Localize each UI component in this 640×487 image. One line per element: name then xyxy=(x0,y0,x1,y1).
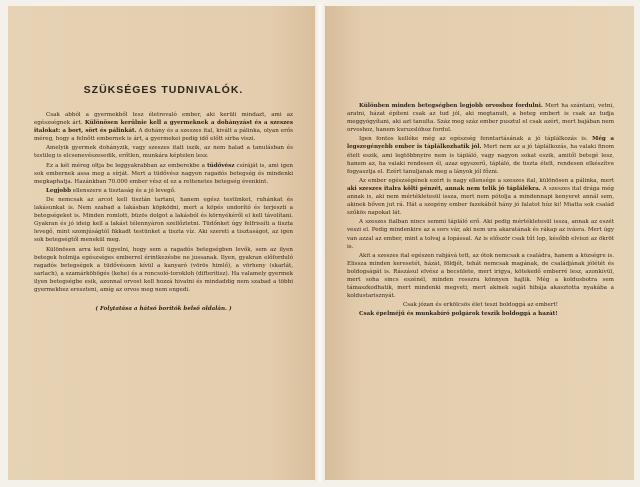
right-paragraph-3-emphasis: aki szeszes italra költi pénzét, annak nem telik jó táplálékra. xyxy=(347,185,541,192)
right-paragraph-3 xyxy=(347,177,614,217)
paragraph-1 xyxy=(34,111,293,143)
paragraph-3-rest: csíráját is, ami igen sok embernek assa meg a sírját. Mert a tüdővész nagyon ragadós betegség és mindenki megkaphatja. Hazánkban 70.000 ember vész el ez a rettenetes betegség évenkint. xyxy=(34,162,293,185)
paragraph-4 xyxy=(34,187,293,195)
paragraph-5: De nemcsak az arcot kell tisztán tartani, hanem egész testünket, ruhánkat és lakásunkat is. Nem szabad a lakásban köpködni, mert a köpés undorító és terjeszti a betegségeket is. Minden romlott, büzös dolgot a lakásból és környékéről el kell távolítani. Gyakran és jó ideig kell a lakást télennyáron szellőztetni. Tüdőnket úgy felfrissíti a tiszta levegő, mint szomjúságtól fikkadt testünket a tiszta víz. Aki szereti a tisztaságot, az igen sok betegségtől menekül meg. xyxy=(34,196,293,244)
book-gutter xyxy=(315,4,325,482)
right-paragraph-2-emphasis: Még a legszegényebb ember is táplálkozhatik jól. xyxy=(347,136,615,151)
paragraph-3 xyxy=(34,162,293,186)
paragraph-2: Amelyik gyermek dohányzik, vagy szeszes italt iszik, az nem halad a tanulásban és testileg is elcsenevészesedik, erőtlen, munkára képtelen lesz. xyxy=(34,145,293,160)
right-paragraph-2 xyxy=(347,135,614,175)
right-paragraph-6: Csak józan és erkölcsös élet teszi boldoggá az embert! xyxy=(402,302,558,309)
left-page xyxy=(8,6,315,480)
paragraph-6: Különösen arra kell ügyelni, hogy sem a ragadós betegségben levők, sem az ilyen betegek holmija egészséges emberrel érintkezésbe ne jussanak. Ilyen, gyakran előforduló ragadós betegségek a tüdővészen kívül a kanyaró (vörös himlő), a vörheny (skarlát, sarlach), a szamárköhögés (kehe) és a roncsoló-torokloh (difteritisz). Ha valamely gyermek ilyen betegségbe esik, azonnal orvost kell hozzá hivatni és mindaddig nem szabad a többi gyermekhez ereszteni, amíg az orvos meg nem engedi. xyxy=(34,246,293,293)
right-paragraph-7: Csak épelméjű és munkabíró polgárok teszik boldoggá a hazát! xyxy=(359,311,558,318)
right-paragraph-1-rest: Mert ha szántani, vetni, aratni, házat építeni csak az tud jól, aki megtanult, a beteg embert is csak az tudja meggyógyítani, aki azt tanulta. Száz meg száz ember pusztul el csak azért, mert bajában nem orvoshoz, hanem kuruzslóhoz fordul. xyxy=(347,103,614,134)
right-paragraph-1 xyxy=(347,102,614,134)
continuation-note: ( Folytatása a hátsó borítók belső oldalán. ) xyxy=(95,306,232,313)
paragraph-4-emphasis: Legjobb xyxy=(46,187,71,194)
paragraph-1-text: Csak abból a gyermekből lesz életrevaló ember, aki kerüli mindazt, ami az egészségnek árt. xyxy=(34,112,293,127)
right-paragraph-5: Akit a szeszes ital egészen rabjává tett, az ótok nemcsak a családra, hanem a községre is. Elissza minden keresetét, házát, földjét, tehát nemcsak magának, de családjának jólétét és boldogságát is. Rászásul elvész a becsülete, mert irigyа, kötekedő emberré lesz, azonkívül, mert soha sincs eszénél, minden rosszra könnyen hajlik. Még a koldusbotra sem támaszkodhatik, mert mindenki megveti, mert akinek saját hibája akasztotta nyakába a koldustarisznyát. xyxy=(347,252,614,300)
paragraph-3-text: Ez a két méreg oltja be leggyakrabban az emberekbe a xyxy=(46,162,208,169)
right-paragraph-1-emphasis: Különben minden betegségben legjobb orvoshoz fordulni. xyxy=(359,103,543,109)
right-paragraph-3-text: Az ember egészségének ezért is nagy ellensége a szeszes ital, különösen a pálinka, mert xyxy=(359,177,614,184)
right-paragraph-2-rest: Mert nem az a jó táplálkozás, ha valaki finom ételt eszik, ami legtöbbnyire nem is tápláló, vagy nagyon sokat eszik, amitől betegé lesz, hanem az, ha valaki rendesen él, azaz egyszerű, tápláló, de tiszta ételt, rendesen elkészítve fogyasztja el. Ezért tanuljanak meg a lányok jól főzni. xyxy=(347,144,614,175)
page-title: SZÜKSÉGES TUDNIVALÓK. xyxy=(83,84,244,96)
right-page xyxy=(325,6,634,480)
paragraph-4-rest: ellenszere a tisztaság és a jó levegő. xyxy=(70,187,176,194)
right-paragraph-4: A szeszes italban nincs semmi tápláló erő. Aki pedig mértékletesül issza, annak az eszét veszi el. Pedig mindenkire az a sors vár, aki nem ura akaratának és rákap az ivásra. Mert úgy van azzal az ember, mint a tolvaj a lopással. Az is először csak tűt lop, később elviszi az ökröt is. xyxy=(347,219,614,250)
right-paragraph-2-text: Igen fontos kellékе még az egészség fenntartásának a jó táplálkozás is. xyxy=(359,136,593,143)
paragraph-3-emphasis: tüdővész xyxy=(207,162,235,169)
right-paragraph-3-rest: A szeszes ital drága még annak is, aki nem mértékletesül issza, mert nem pótolja a mindennapi kenyeret annál sem, akinek bőven jut rá. Hát a szegény ember fazekából hány jó falatot húz ki! Miatta sok család szűkös napokat lát. xyxy=(347,185,615,217)
paragraph-1-emphasis: Különösen kerülnie kell a gyermeknek a dohányzást és a szeszes italokat: a bort, sört és pálinkát. xyxy=(34,120,293,135)
paragraph-1-rest: A dohány és a szeszes ital, kivált a pálinka, olyan erős méreg, hogy a felnőtt embernek is árt, a gyermekei pedig idő előtt sírba viszi. xyxy=(34,128,294,143)
